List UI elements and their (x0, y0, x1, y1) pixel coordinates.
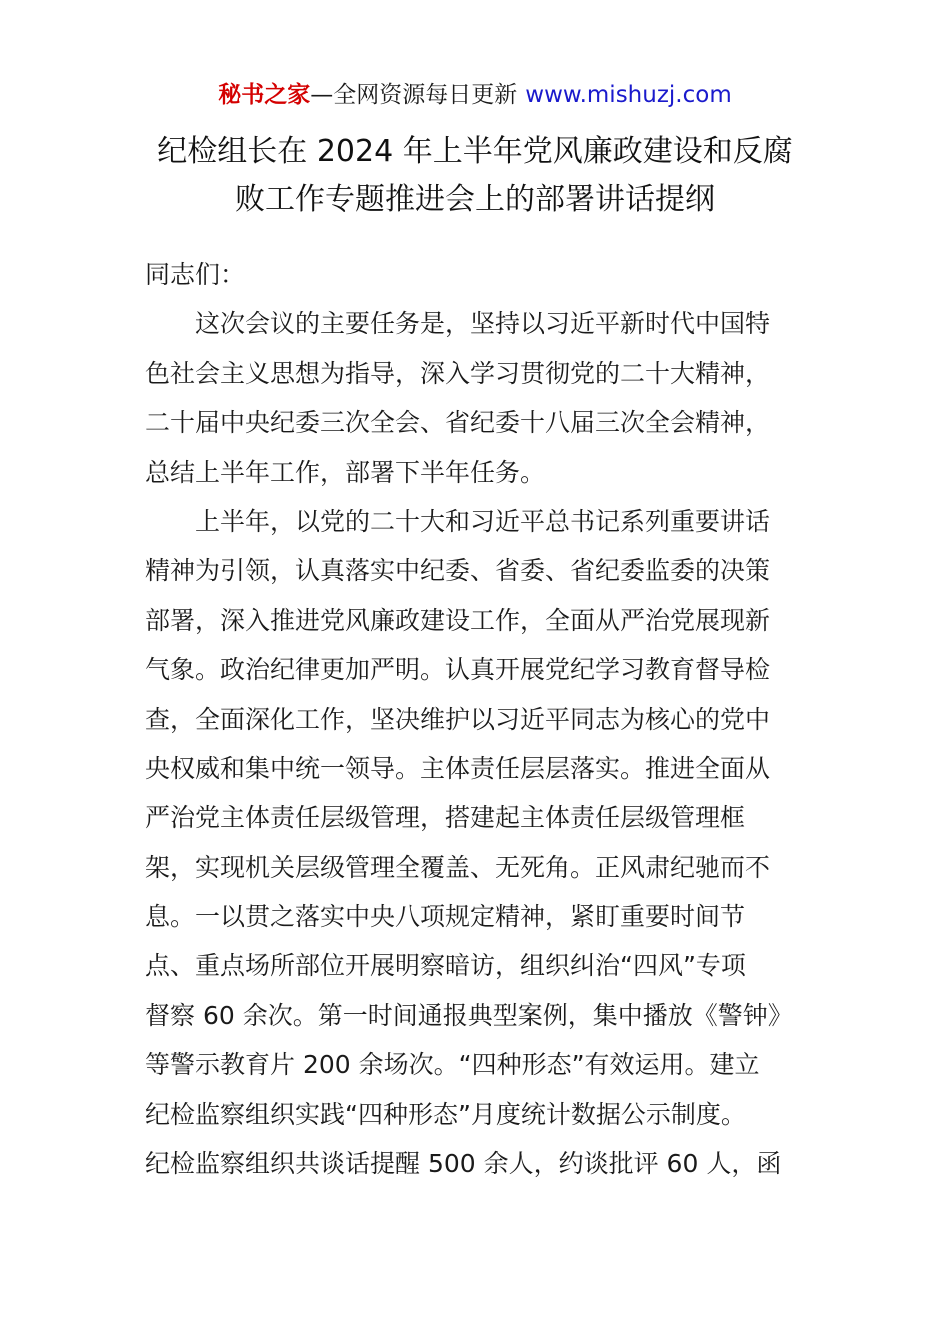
body-line: 部署，深入推进党风廉政建设工作，全面从严治党展现新 (145, 605, 771, 635)
body-line: 精神为引领，认真落实中纪委、省委、省纪委监委的决策 (145, 556, 771, 586)
site-header (0, 78, 950, 112)
body-line: 督察 60 余次。第一时间通报典型案例，集中播放《警钟》 (145, 1000, 793, 1030)
document-body (145, 250, 815, 1188)
body-line: 纪检监察组织共谈话提醒 500 余人，约谈批评 60 人，函 (145, 1149, 782, 1179)
site-url-link[interactable]: www.mishuzj.com (525, 82, 732, 108)
title-line-2: 败工作专题推进会上的部署讲话提纲 (235, 182, 715, 217)
site-tagline: —全网资源每日更新 (310, 82, 518, 108)
body-line: 架，实现机关层级管理全覆盖、无死角。正风肃纪驰而不 (145, 852, 771, 882)
body-line: 上半年，以党的二十大和习近平总书记系列重要讲话 (195, 506, 771, 536)
body-line: 这次会议的主要任务是，坚持以习近平新时代中国特 (195, 309, 771, 339)
body-line: 色社会主义思想为指导，深入学习贯彻党的二十大精神， (145, 358, 771, 388)
body-line: 纪检监察组织实践“四种形态”月度统计数据公示制度。 (145, 1099, 746, 1129)
site-brand: 秘书之家 (218, 82, 311, 108)
body-line: 二十届中央纪委三次全会、省纪委十八届三次全会精神， (145, 408, 771, 438)
body-line: 查，全面深化工作，坚决维护以习近平同志为核心的党中 (145, 704, 771, 734)
body-line: 严治党主体责任层级管理，搭建起主体责任层级管理框 (145, 803, 746, 833)
body-line: 息。一以贯之落实中央八项规定精神，紧盯重要时间节 (145, 902, 746, 932)
body-line: 总结上半年工作，部署下半年任务。 (145, 457, 546, 487)
title-line-1: 纪检组长在 2024 年上半年党风廉政建设和反腐 (157, 134, 793, 169)
body-line: 等警示教育片 200 余场次。“四种形态”有效运用。建立 (145, 1050, 760, 1080)
document-title (120, 128, 830, 224)
body-line: 气象。政治纪律更加严明。认真开展党纪学习教育督导检 (145, 655, 771, 685)
salutation: 同志们： (145, 260, 246, 289)
body-line: 点、重点场所部位开展明察暗访，组织纠治“四风”专项 (145, 951, 746, 981)
body-line: 央权威和集中统一领导。主体责任层层落实。推进全面从 (145, 753, 771, 783)
